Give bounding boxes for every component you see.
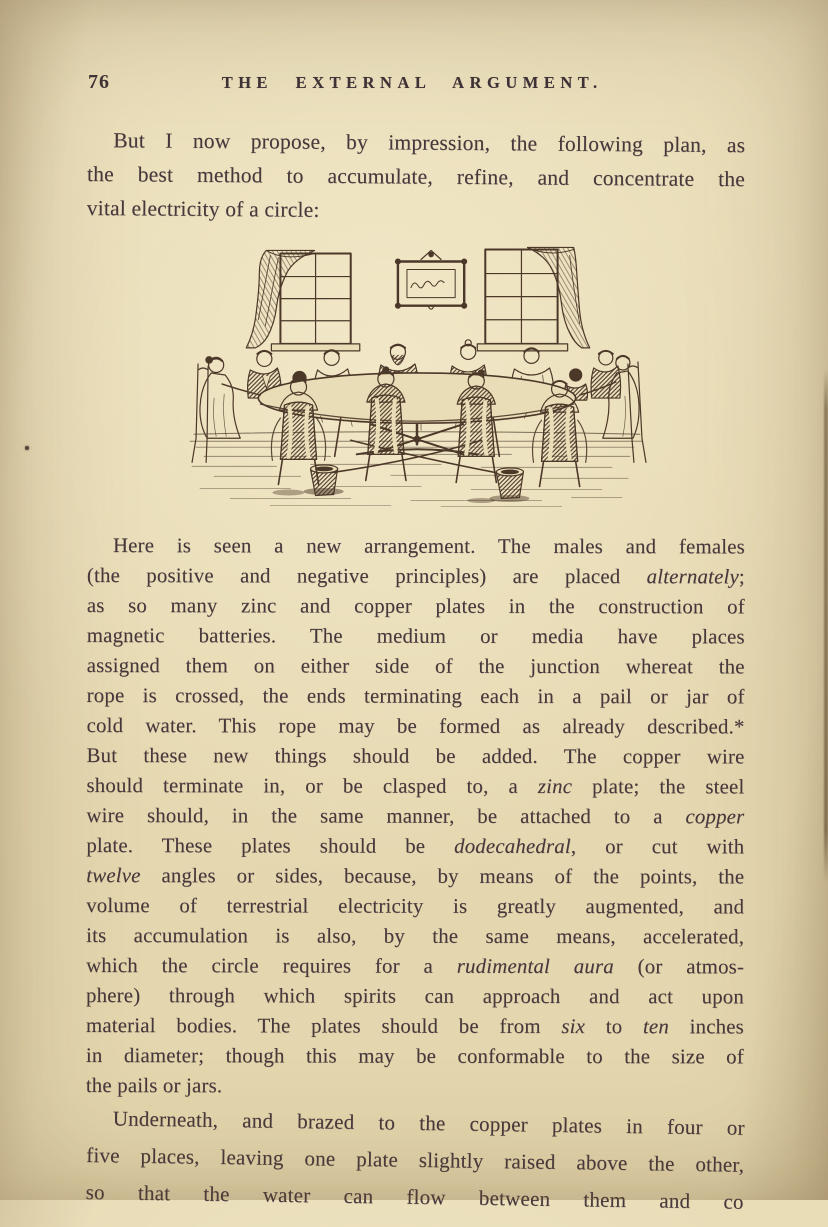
text-line: wire should, in the same manner, be attached to a copper — [86, 803, 745, 829]
text-line: the best method to accumulate, refine, and concentrate the — [86, 162, 746, 192]
paragraph-underneath — [85, 1106, 745, 1227]
text-line: Underneath, and brazed to the copper plates in four or — [112, 1106, 745, 1140]
text-line: volume of terrestrial electricity is greatly augmented, and — [86, 893, 745, 919]
paragraph-arrangement — [86, 534, 745, 1105]
page-number: 76 — [88, 71, 110, 93]
text-line: its accumulation is also, by the same means, accelerated, — [86, 923, 745, 949]
text-line: phere) through which spirits can approach and act upon — [86, 983, 745, 1009]
text-line: rope is crossed, the ends terminating each in a pail or jar of — [86, 683, 745, 709]
text-line: But these new things should be added. The copper wire — [86, 743, 745, 769]
water-pail-left — [272, 465, 343, 496]
text-line: But I now propose, by impression, the following plan, as — [113, 128, 746, 158]
text-line: as so many zinc and copper plates in the construction of — [86, 593, 745, 619]
text-line: in diameter; though this may be conformable to the size of — [85, 1043, 744, 1069]
page-header — [88, 70, 744, 96]
text-line: plate. These plates should be dodecahedral, or cut with — [86, 833, 745, 859]
text-line: the pails or jars. — [85, 1073, 223, 1098]
text-line: assigned them on either side of the junction whereat the — [86, 653, 745, 679]
text-line: five places, leaving one plate slightly raised above the other, — [86, 1142, 745, 1177]
adjacent-page-edge-shadow — [824, 368, 828, 883]
running-head: THE EXTERNAL ARGUMENT. — [221, 73, 603, 92]
text-line: (the positive and negative principles) are placed alternately; — [86, 563, 745, 589]
paragraph-intro — [87, 128, 746, 235]
text-line: so that the water can flow between them and co — [85, 1179, 744, 1214]
text-line: magnetic batteries. The medium or media have places — [86, 623, 745, 649]
text-line: which the circle requires for a rudimental aura (or atmos- — [86, 953, 745, 979]
ink-speck — [25, 446, 29, 450]
water-pail-right — [467, 468, 529, 503]
text-line: Here is seen a new arrangement. The males and females — [112, 534, 745, 559]
seance-illustration — [180, 246, 652, 512]
text-line: should terminate in, or be clasped to, a zinc plate; the steel — [86, 773, 745, 799]
seance-engraving-svg — [180, 246, 652, 512]
text-line: material bodies. The plates should be from six to ten inches — [85, 1013, 744, 1039]
text-line: vital electricity of a circle: — [86, 195, 320, 222]
text-line: cold water. This rope may be formed as already described.* — [86, 713, 745, 739]
wall-picture — [396, 250, 467, 309]
text-line: twelve angles or sides, because, by means of the points, the — [86, 863, 745, 889]
